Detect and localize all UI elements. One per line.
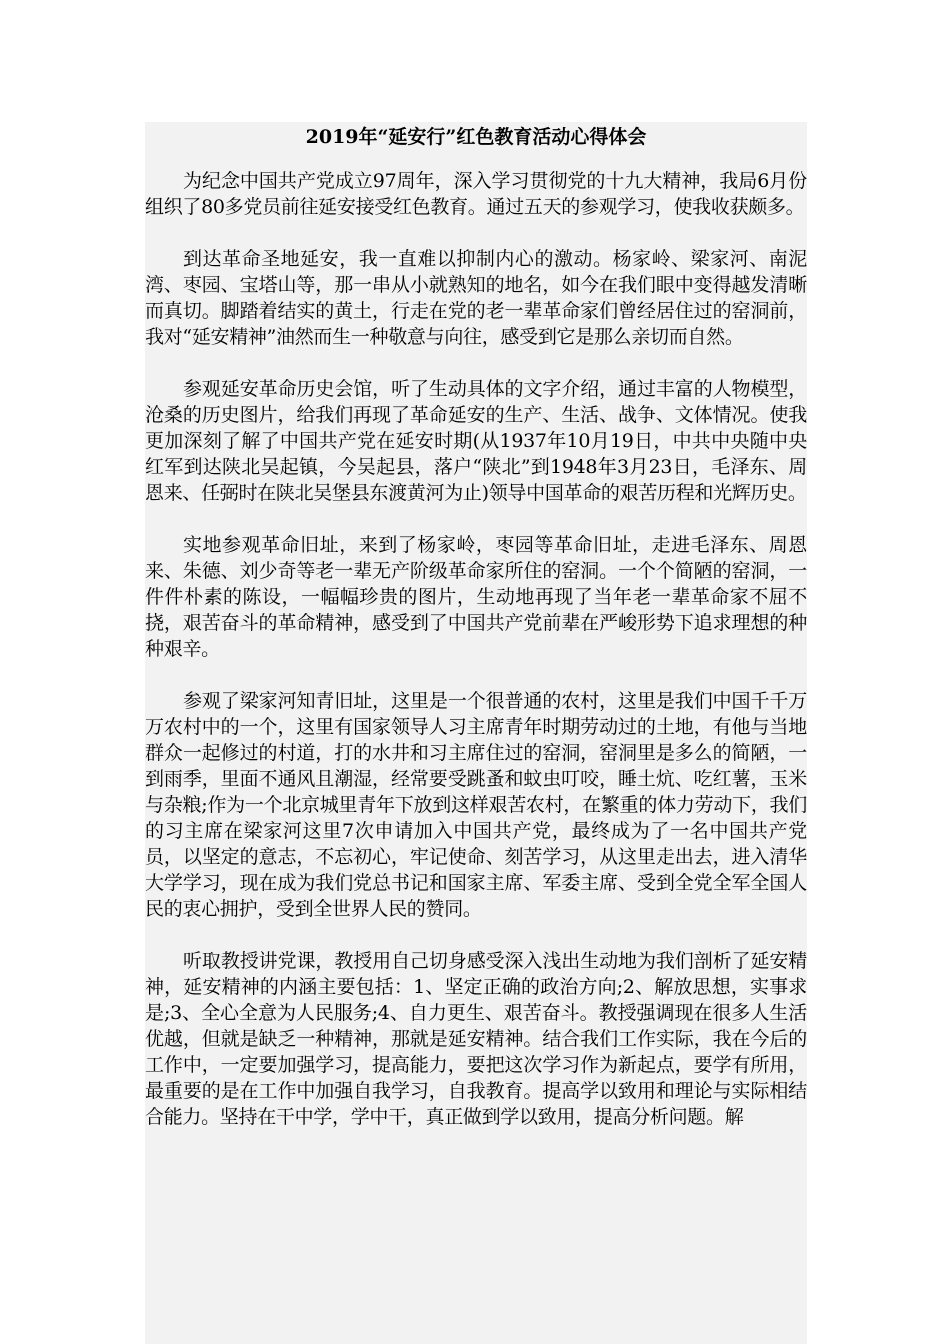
document-title: 2019年“延安行”红色教育活动心得体会 [305,126,647,148]
paragraph: 实地参观革命旧址，来到了杨家岭，枣园等革命旧址，走进毛泽东、周恩来、朱德、刘少奇等老一辈无产阶级革命家所住的窑洞。一个个简陋的窑洞，一件件朴素的陈设，一幅幅珍贵的图片，生动地再现了当年老一辈革命家不屈不挠，艰苦奋斗的革命精神，感受到了中国共产党前辈在严峻形势下追求理想的种种艰辛。 [145,534,807,660]
paragraph: 为纪念中国共产党成立97周年，深入学习贯彻党的十九大精神，我局6月份组织了80多党员前往延安接受红色教育。通过五天的参观学习，使我收获颇多。 [145,170,807,218]
document-body [145,164,807,1130]
paragraph: 听取教授讲党课，教授用自己切身感受深入浅出生动地为我们剖析了延安精神，延安精神的内涵主要包括：1、坚定正确的政治方向;2、解放思想，实事求是;3、全心全意为人民服务;4、自力更生、艰苦奋斗。教授强调现在很多人生活优越，但就是缺乏一种精神，那就是延安精神。结合我们工作实际，我在今后的工作中，一定要加强学习，提高能力，要把这次学习作为新起点，要学有所用，最重要的是在工作中加强自我学习，自我教育。提高学以致用和理论与实际相结合能力。坚持在干中学，学中干，真正做到学以致用，提高分析问题。解 [145,950,807,1128]
document-page [145,122,807,1344]
paragraph: 参观延安革命历史会馆，听了生动具体的文字介绍，通过丰富的人物模型，沧桑的历史图片，给我们再现了革命延安的生产、生活、战争、文体情况。使我更加深刻了解了中国共产党在延安时期(从1937年10月19日，中共中央随中央红军到达陕北吴起镇，今吴起县，落户“陕北”到1948年3月23日，毛泽东、周恩来、任弼时在陕北吴堡县东渡黄河为止)领导中国革命的艰苦历程和光辉历史。 [145,378,807,504]
paragraph: 参观了梁家河知青旧址，这里是一个很普通的农村，这里是我们中国千千万万农村中的一个，这里有国家领导人习主席青年时期劳动过的土地，有他与当地群众一起修过的村道，打的水井和习主席住过的窑洞，窑洞里是多么的简陋，一到雨季，里面不通风且潮湿，经常要受跳蚤和蚊虫叮咬，睡土炕、吃红薯，玉米与杂粮;作为一个北京城里青年下放到这样艰苦农村，在繁重的体力劳动下，我们的习主席在梁家河这里7次申请加入中国共产党，最终成为了一名中国共产党员，以坚定的意志，不忘初心，牢记使命、刻苦学习，从这里走出去，进入清华大学学习，现在成为我们党总书记和国家主席、军委主席、受到全党全军全国人民的衷心拥护，受到全世界人民的赞同。 [145,690,807,920]
paragraph: 到达革命圣地延安，我一直难以抑制内心的激动。杨家岭、梁家河、南泥湾、枣园、宝塔山等，那一串从小就熟知的地名，如今在我们眼中变得越发清晰而真切。脚踏着结实的黄土，行走在党的老一辈革命家们曾经居住过的窑洞前，我对“延安精神”油然而生一种敬意与向往，感受到它是那么亲切而自然。 [145,248,807,348]
